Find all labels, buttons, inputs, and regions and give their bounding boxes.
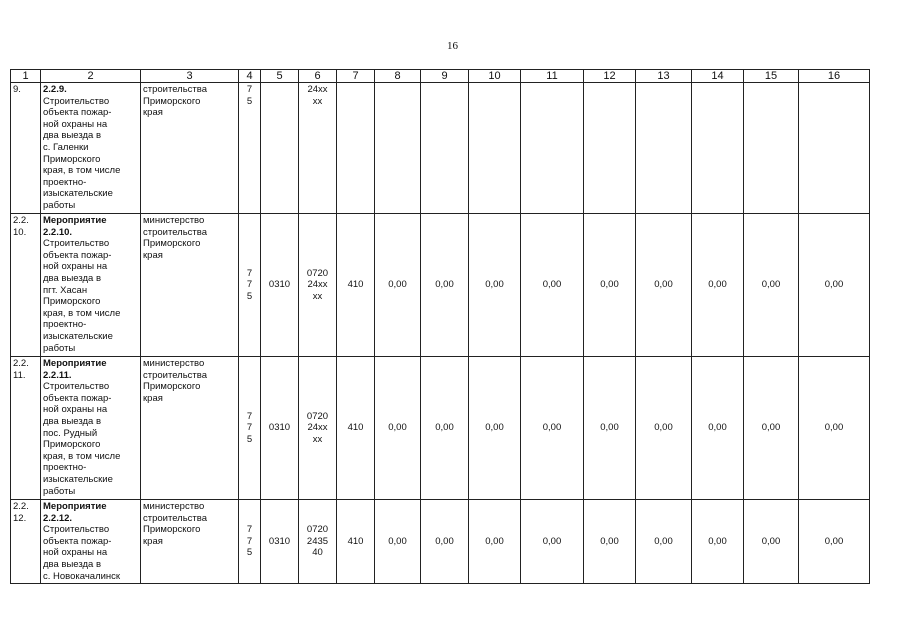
value-cell <box>744 83 799 214</box>
value-cell: 0,00 <box>375 500 421 584</box>
measure-cell <box>41 214 141 357</box>
row-number: 2.2. 10. <box>11 214 41 357</box>
value-cell <box>636 83 692 214</box>
value-cell: 0,00 <box>636 357 692 500</box>
row-number: 2.2. 12. <box>11 500 41 584</box>
value-cell: 0,00 <box>636 500 692 584</box>
code-rzpr-cell: 0310 <box>261 214 299 357</box>
measure-cell <box>41 83 141 214</box>
table-row <box>11 500 870 584</box>
code-gr-cell: 7 5 <box>239 83 261 214</box>
value-cell: 0,00 <box>692 500 744 584</box>
code-rzpr-cell: 0310 <box>261 357 299 500</box>
code-csr-cell: 0720 2435 40 <box>299 500 337 584</box>
code-vr-cell: 410 <box>337 357 375 500</box>
header-cell: 10 <box>469 70 521 83</box>
row-number: 2.2. 11. <box>11 357 41 500</box>
table-row <box>11 214 870 357</box>
value-cell <box>692 83 744 214</box>
code-vr-cell: 410 <box>337 214 375 357</box>
value-cell: 0,00 <box>521 500 584 584</box>
code-gr-cell: 7 7 5 <box>239 357 261 500</box>
measure-title: Мероприятие 2.2.12. <box>43 501 107 524</box>
measure-description: Строительство объекта пожар- ной охраны на два выезда в с. Новокачалинск <box>43 524 121 582</box>
value-cell: 0,00 <box>584 357 636 500</box>
header-row <box>11 70 870 83</box>
value-cell: 0,00 <box>421 357 469 500</box>
value-cell: 0,00 <box>375 214 421 357</box>
value-cell: 0,00 <box>584 214 636 357</box>
executor-cell: министерство строительства Приморского края <box>141 357 239 500</box>
measure-cell <box>41 357 141 500</box>
header-cell: 12 <box>584 70 636 83</box>
header-cell: 8 <box>375 70 421 83</box>
header-cell: 14 <box>692 70 744 83</box>
value-cell: 0,00 <box>744 500 799 584</box>
value-cell: 0,00 <box>799 214 870 357</box>
value-cell: 0,00 <box>799 500 870 584</box>
value-cell <box>469 83 521 214</box>
value-cell: 0,00 <box>521 214 584 357</box>
executor-cell: министерство строительства Приморского края <box>141 500 239 584</box>
value-cell: 0,00 <box>692 214 744 357</box>
value-cell: 0,00 <box>636 214 692 357</box>
header-cell: 7 <box>337 70 375 83</box>
value-cell: 0,00 <box>469 500 521 584</box>
header-cell: 15 <box>744 70 799 83</box>
value-cell: 0,00 <box>744 357 799 500</box>
code-csr-cell: 0720 24xx xx <box>299 357 337 500</box>
budget-table <box>10 69 870 584</box>
header-cell: 5 <box>261 70 299 83</box>
measure-description: Строительство объекта пожар- ной охраны на два выезда в пос. Рудный Приморского края, в том числе проектно- изыскательские работы <box>43 381 121 497</box>
page-number: 16 <box>447 40 458 52</box>
value-cell: 0,00 <box>799 357 870 500</box>
code-vr-cell: 410 <box>337 500 375 584</box>
value-cell: 0,00 <box>521 357 584 500</box>
measure-cell <box>41 500 141 584</box>
measure-description: Строительство объекта пожар- ной охраны на два выезда в пгт. Хасан Приморского края, в том числе проектно- изыскательские работы <box>43 238 121 354</box>
header-cell: 9 <box>421 70 469 83</box>
table-row <box>11 83 870 214</box>
measure-title: Мероприятие 2.2.10. <box>43 215 107 238</box>
code-vr-cell <box>337 83 375 214</box>
header-cell: 11 <box>521 70 584 83</box>
value-cell: 0,00 <box>584 500 636 584</box>
measure-title: 2.2.9. <box>43 84 67 95</box>
header-cell: 1 <box>11 70 41 83</box>
executor-cell: министерство строительства Приморского края <box>141 214 239 357</box>
value-cell <box>421 83 469 214</box>
header-cell: 2 <box>41 70 141 83</box>
header-cell: 3 <box>141 70 239 83</box>
row-number: 9. <box>11 83 41 214</box>
value-cell <box>375 83 421 214</box>
value-cell: 0,00 <box>692 357 744 500</box>
value-cell: 0,00 <box>421 214 469 357</box>
value-cell: 0,00 <box>744 214 799 357</box>
measure-description: Строительство объекта пожар- ной охраны на два выезда в с. Галенки Приморского края, в том числе проектно- изыскательские работы <box>43 95 121 211</box>
code-csr-cell: 24xx xx <box>299 83 337 214</box>
header-cell: 4 <box>239 70 261 83</box>
value-cell <box>584 83 636 214</box>
code-rzpr-cell <box>261 83 299 214</box>
value-cell: 0,00 <box>421 500 469 584</box>
code-rzpr-cell: 0310 <box>261 500 299 584</box>
measure-title: Мероприятие 2.2.11. <box>43 358 107 381</box>
value-cell: 0,00 <box>469 214 521 357</box>
code-gr-cell: 7 7 5 <box>239 214 261 357</box>
executor-cell: строительства Приморского края <box>141 83 239 214</box>
header-cell: 16 <box>799 70 870 83</box>
header-cell: 13 <box>636 70 692 83</box>
value-cell <box>521 83 584 214</box>
code-gr-cell: 7 7 5 <box>239 500 261 584</box>
table-row <box>11 357 870 500</box>
header-cell: 6 <box>299 70 337 83</box>
value-cell: 0,00 <box>375 357 421 500</box>
value-cell <box>799 83 870 214</box>
code-csr-cell: 0720 24xx xx <box>299 214 337 357</box>
value-cell: 0,00 <box>469 357 521 500</box>
